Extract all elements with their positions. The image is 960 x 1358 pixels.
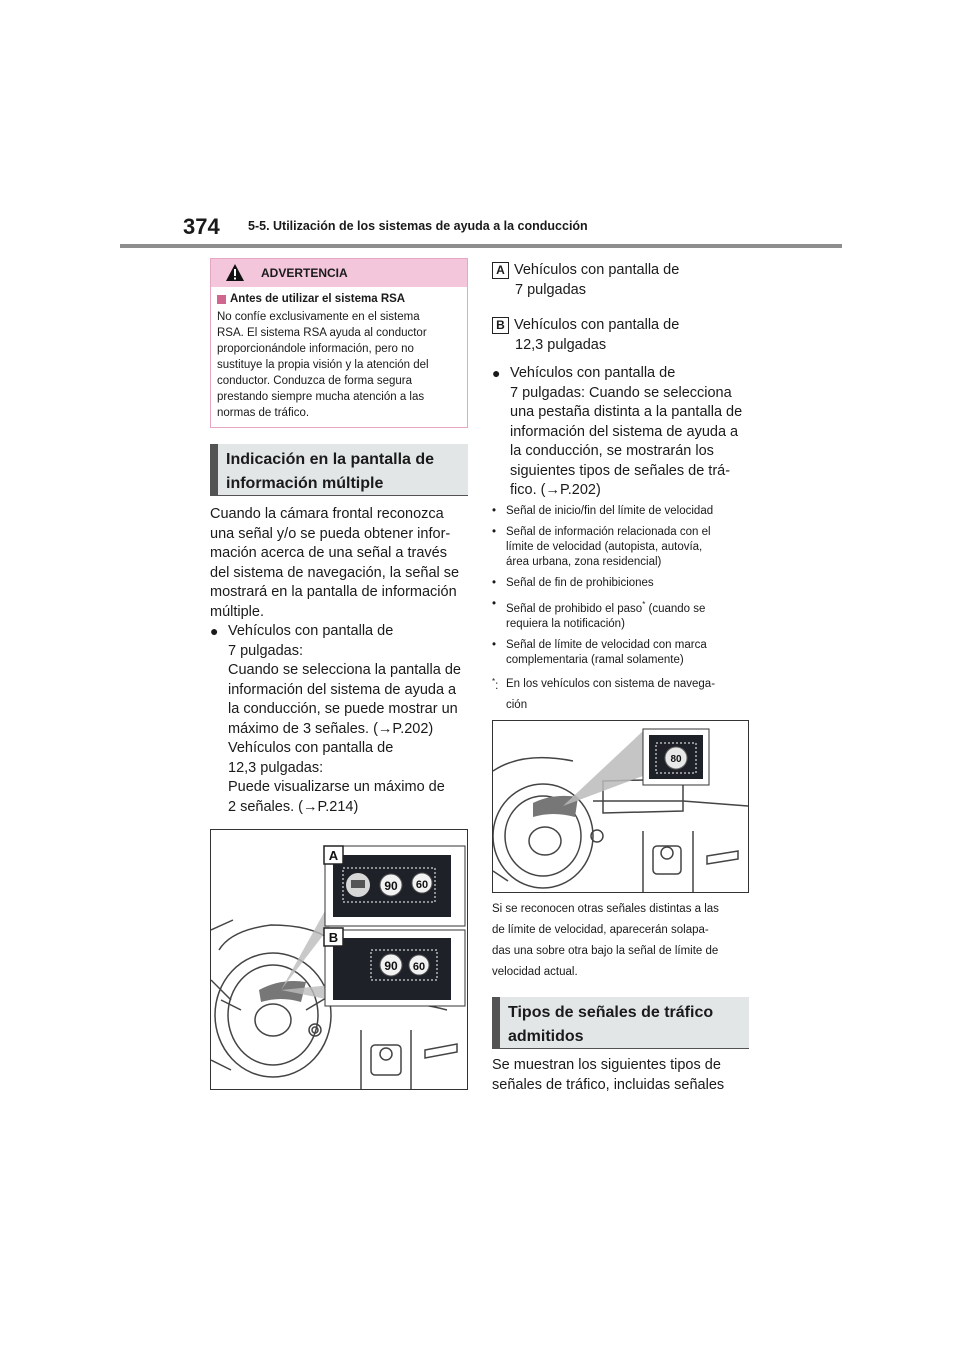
warning-header: [211, 259, 467, 287]
text-line: mación acerca de una señal a través: [210, 545, 447, 561]
sign-b1-text: 90: [384, 959, 398, 973]
list-item: • Señal de información relacionada con el límite de velocidad (autopista, autovía, área urbana, zona residencial): [492, 526, 711, 568]
text-line: prestando siempre mucha atención a las: [217, 391, 425, 403]
sign-b2-text: 60: [412, 961, 426, 973]
text-line: siguientes tipos de señales de trá-: [510, 462, 731, 479]
text-line: ción: [506, 698, 528, 711]
text-line: Vehículos con pantalla de: [514, 262, 680, 278]
label-b-text: B: [328, 930, 339, 945]
section2-paragraph: [492, 1056, 754, 1095]
text-line: 12,3 pulgadas:: [228, 759, 324, 776]
text-line: mostrará en la pantalla de información: [210, 584, 457, 600]
text-line: das una sobre otra bajo la señal de límite de: [492, 945, 719, 957]
header-rule: [120, 244, 842, 248]
text-line: Señal de información relacionada con el: [506, 526, 711, 538]
legend-item-b: [492, 316, 752, 355]
title-line: admitidos: [508, 1028, 584, 1045]
text-line: velocidad actual.: [492, 966, 578, 978]
list-item: • Señal de fin de prohibiciones: [492, 577, 654, 589]
text-line: 2 señales. (→P.214): [228, 798, 359, 815]
text-line: Señal de fin de prohibiciones: [506, 577, 654, 589]
text-line: de límite de velocidad, aparecerán solapa-: [492, 924, 709, 936]
text-line: 7 pulgadas:: [228, 642, 303, 659]
text-line: una pestaña distinta a la pantalla de: [510, 404, 743, 420]
sign-a1-text: 90: [384, 879, 398, 893]
text-line: Señal de inicio/fin del límite de velocidad: [506, 505, 714, 517]
section-title-indicacion: [210, 444, 468, 496]
text-line: proporcionándole información, pero no: [217, 343, 414, 355]
text-line: área urbana, zona residencial): [506, 556, 662, 568]
text-line: sustituye la propia visión y la atención del: [217, 359, 429, 371]
text-line: Si se reconocen otras señales distintas a las: [492, 903, 719, 915]
figure-caption: [492, 899, 754, 983]
text-line: Vehículos con pantalla de: [510, 365, 676, 381]
title-line: Indicación en la pantalla de: [226, 451, 435, 468]
text-line: normas de tráfico.: [217, 407, 310, 419]
text-line: RSA. El sistema RSA ayuda al conductor: [217, 327, 427, 339]
footnote: *: En los vehículos con sistema de navega- ción: [492, 674, 754, 716]
text-line: del sistema de navegación, la señal se: [210, 564, 460, 581]
warning-icon: [225, 263, 245, 283]
text-line: 12,3 pulgadas: [515, 336, 607, 353]
text-line: información del sistema de ayuda a: [510, 423, 739, 440]
tag-b: B: [492, 317, 509, 334]
text-line: No confíe exclusivamente en el sistema: [217, 311, 420, 323]
warning-title: ADVERTENCIA: [261, 266, 348, 280]
dashboard-illustration: [493, 721, 748, 892]
list-item: • Señal de inicio/fin del límite de velocidad: [492, 505, 714, 517]
text-line: máximo de 3 señales. (→P.202): [228, 720, 434, 737]
list-item: • Señal de prohibido el paso* (cuando se requiera la notificación): [492, 598, 706, 630]
text-line: complementaria (ramal solamente): [506, 653, 684, 666]
warning-box: [210, 258, 468, 428]
section-title-tipos: [492, 997, 749, 1049]
dashboard-illustration: [211, 830, 467, 1089]
text-line: información del sistema de ayuda a: [228, 681, 457, 698]
title-line: Tipos de señales de tráfico: [508, 1004, 714, 1021]
text-line: fico. (→P.202): [510, 482, 601, 498]
figure-overlapping-signs: [492, 720, 749, 893]
text-line: múltiple.: [210, 603, 264, 620]
text-line: Puede visualizarse un máximo de: [228, 779, 445, 795]
text-line: Vehículos con pantalla de: [228, 623, 394, 639]
text-line: Cuando se selecciona la pantalla de: [228, 662, 461, 678]
warning-subtitle-text: Antes de utilizar el sistema RSA: [230, 293, 406, 305]
warning-text: [217, 309, 461, 421]
legend-list: [492, 261, 752, 355]
intro-paragraph: [210, 505, 472, 622]
tag-a: A: [492, 262, 509, 279]
text-line: Señal de prohibido el paso: [506, 602, 643, 615]
text-line: la conducción, se mostrarán los: [510, 443, 714, 459]
bullet-dot-icon: ●: [210, 623, 219, 639]
text-line: conductor. Conduzca de forma segura: [217, 375, 412, 387]
text-line: Se muestran los siguientes tipos de: [492, 1057, 721, 1073]
page-number: 374: [183, 214, 220, 239]
text-line: Vehículos con pantalla de: [514, 317, 680, 333]
text-line: 7 pulgadas: [515, 281, 586, 298]
sign-type-list: [492, 504, 754, 722]
text-line: Vehículos con pantalla de: [228, 740, 394, 756]
footnote-mark: *: [492, 676, 496, 686]
title-line: información múltiple: [226, 475, 384, 492]
square-bullet-icon: [217, 295, 226, 304]
text-line: 7 pulgadas: Cuando se selecciona: [510, 384, 732, 401]
warning-subtitle: [217, 293, 461, 305]
text-line: Cuando la cámara frontal reconozca: [210, 506, 444, 522]
text-line: (cuando se: [645, 602, 706, 615]
section-heading: 5-5. Utilización de los sistemas de ayuda a la conducción: [248, 219, 588, 233]
text-line: En los vehículos con sistema de navega-: [506, 677, 716, 690]
text-line: una señal y/o se pueda obtener infor-: [210, 525, 451, 542]
text-line: señales de tráfico, incluidas señales: [492, 1076, 725, 1093]
legend-item-a: [492, 261, 752, 300]
list-item: • Señal de límite de velocidad con marca complementaria (ramal solamente): [492, 638, 707, 666]
bullet-display-info: [210, 622, 472, 817]
sign-a2-text: 60: [415, 879, 429, 891]
bullet-7-inch: [492, 364, 754, 501]
text-line: límite de velocidad (autopista, autovía,: [506, 541, 703, 553]
text-line: Señal de límite de velocidad con marca: [506, 638, 707, 651]
speed-sign-icon: [346, 873, 370, 897]
bullet-dot-icon: ●: [492, 365, 501, 381]
text-line: la conducción, se puede mostrar un: [228, 701, 458, 717]
text-line: requiera la notificación): [506, 617, 625, 630]
figure-dashboard-displays: [210, 829, 468, 1090]
label-a-text: A: [328, 848, 339, 863]
footnote-mark: *: [642, 600, 646, 609]
sign-80-text: 80: [670, 754, 682, 765]
